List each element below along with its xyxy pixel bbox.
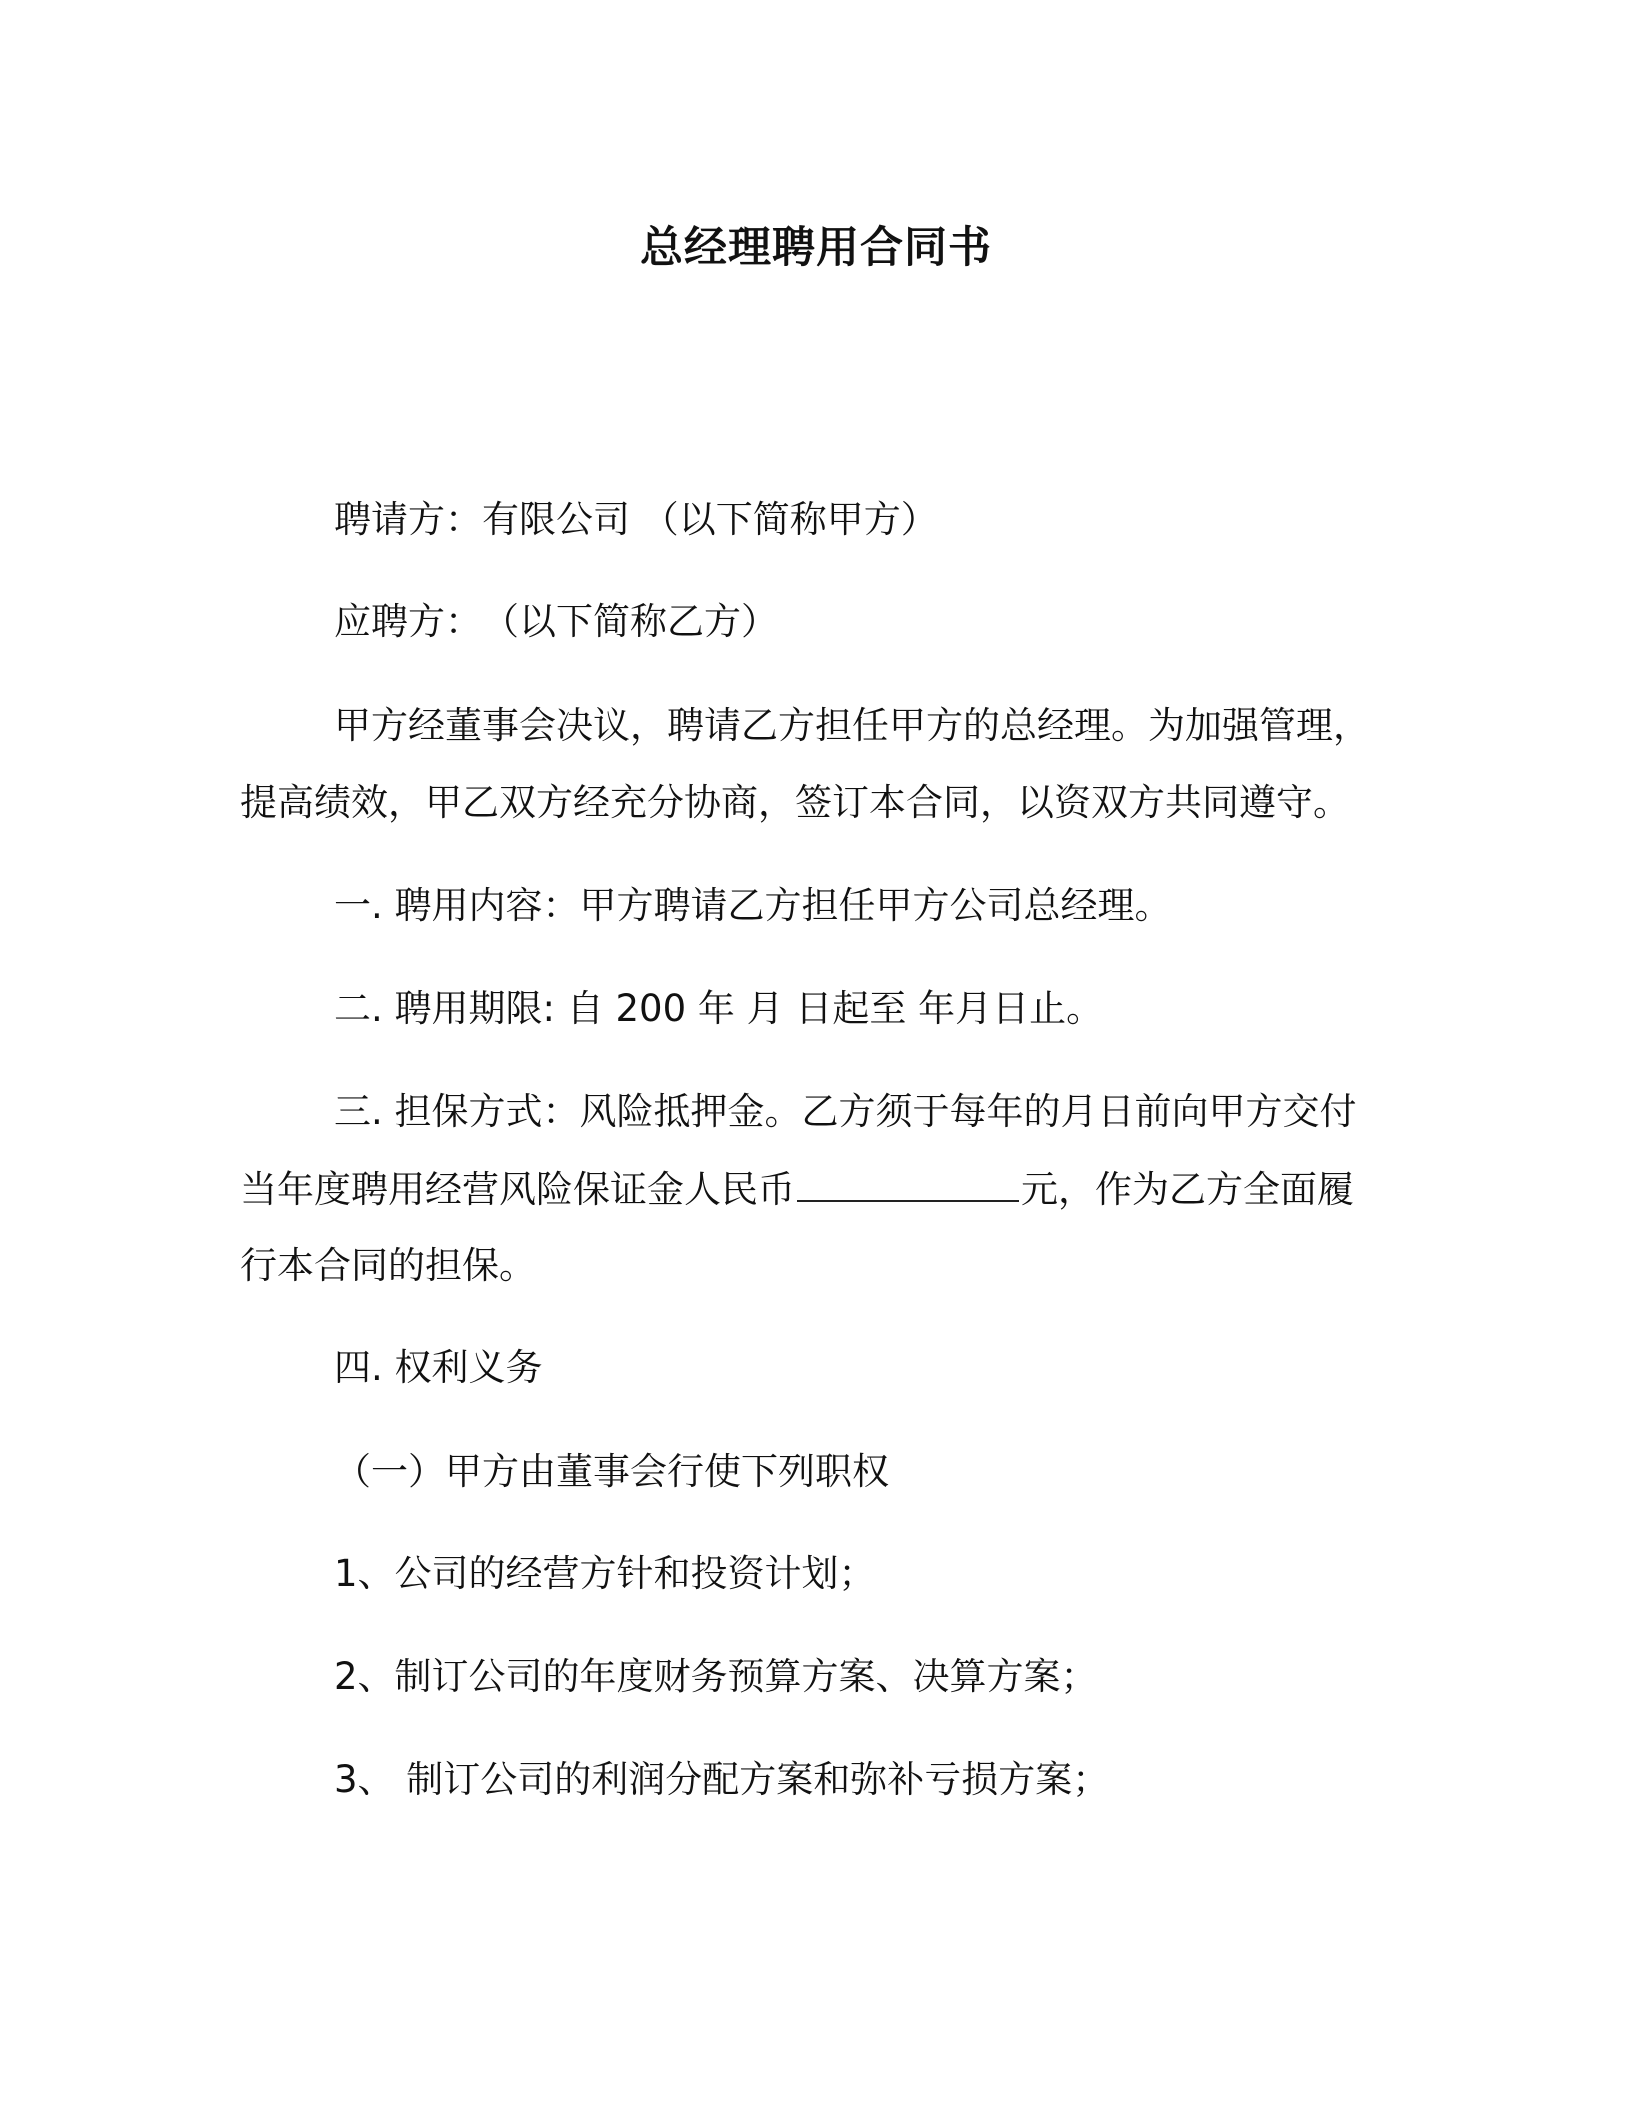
- clause-3-line-1: 三. 担保方式：风险抵押金。乙方须于每年的月日前向甲方交付: [334, 1090, 1357, 1133]
- clause-3-line-2-before: 当年度聘用经营风险保证金人民币: [240, 1168, 795, 1211]
- clause-4: 四. 权利义务: [334, 1346, 543, 1389]
- clause-2: 二. 聘用期限: 自 200 年 月 日起至 年月日止。: [334, 987, 1104, 1030]
- party-a-line: 聘请方：有限公司 （以下简称甲方）: [334, 498, 938, 541]
- document-title: 总经理聘用合同书: [640, 223, 992, 273]
- list-item-2: 2、制订公司的年度财务预算方案、决算方案；: [334, 1655, 1098, 1698]
- clause-1: 一. 聘用内容：甲方聘请乙方担任甲方公司总经理。: [334, 884, 1172, 927]
- party-b-line: 应聘方： （以下简称乙方）: [334, 600, 778, 643]
- clause-3-line-2: [240, 1164, 1354, 1216]
- clause-3-line-3: 行本合同的担保。: [240, 1244, 536, 1287]
- intro-line-2: 提高绩效，甲乙双方经充分协商，签订本合同，以资双方共同遵守。: [240, 781, 1350, 824]
- intro-line-1: 甲方经董事会决议，聘请乙方担任甲方的总经理。为加强管理，: [334, 704, 1370, 747]
- clause-3-line-2-after: 元，作为乙方全面履: [1021, 1168, 1354, 1211]
- subsection-1: （一）甲方由董事会行使下列职权: [334, 1450, 889, 1493]
- list-item-1: 1、公司的经营方针和投资计划；: [334, 1552, 876, 1595]
- amount-blank: [797, 1170, 1019, 1202]
- list-item-3: 3、 制订公司的利润分配方案和弥补亏损方案；: [334, 1758, 1110, 1801]
